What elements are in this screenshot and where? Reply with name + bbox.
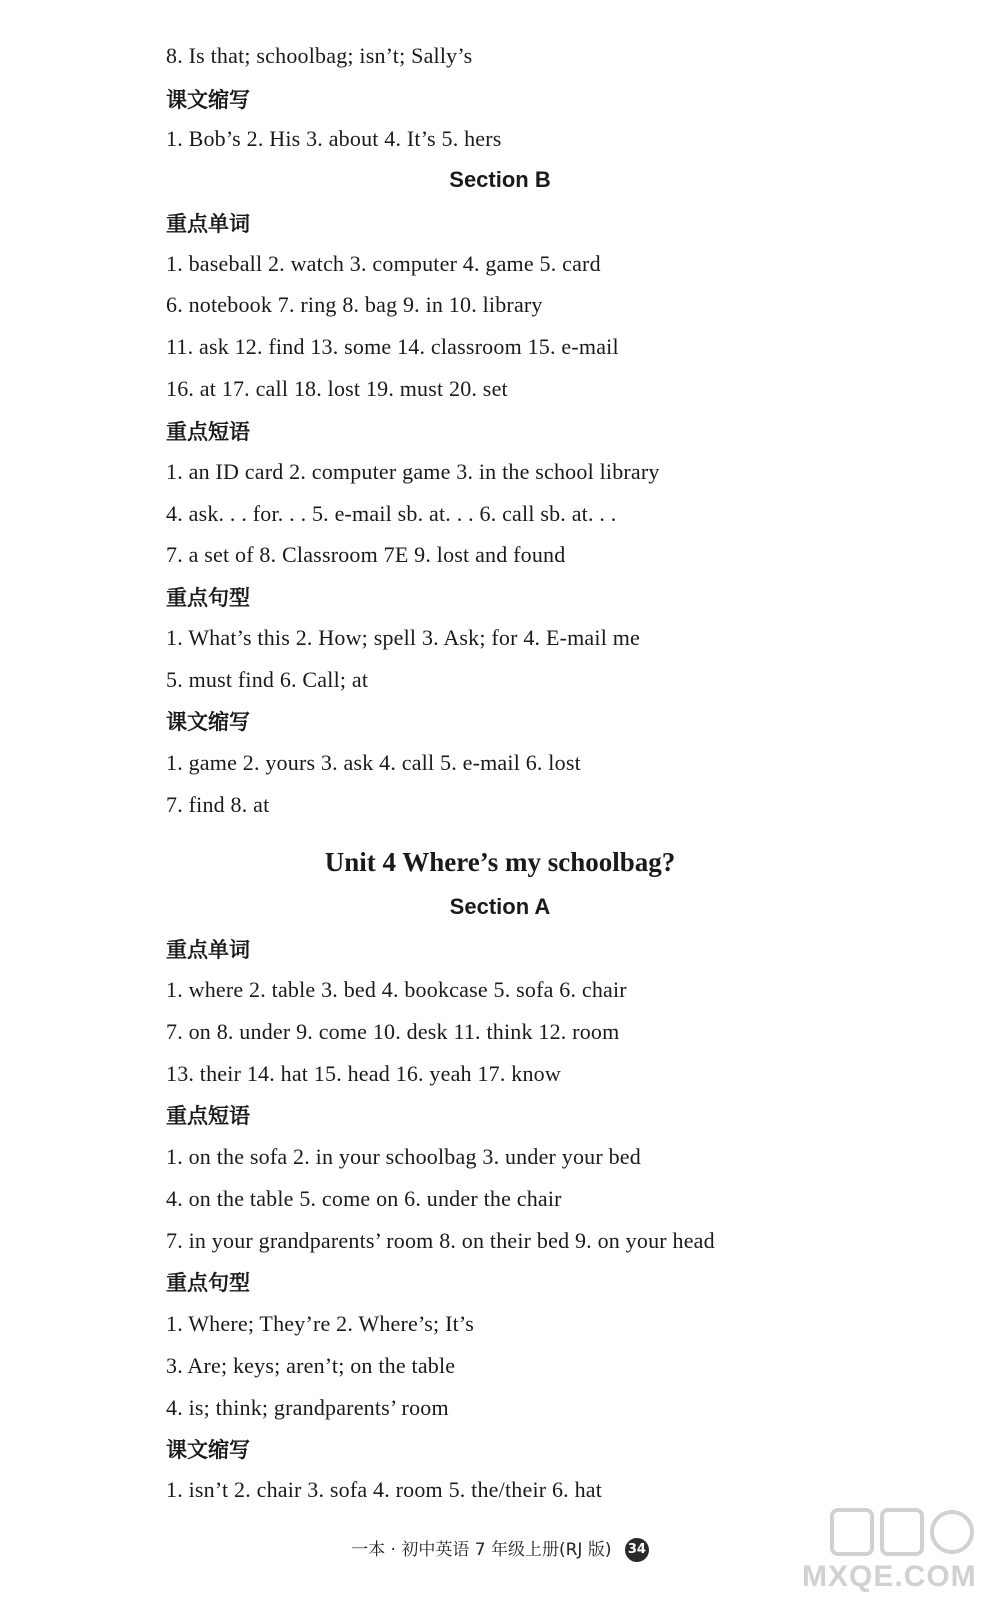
- answer-line: 7. in your grandparents’ room 8. on their bed 9. on your head: [166, 1228, 715, 1253]
- watermark-logo: [802, 1504, 982, 1594]
- answer-line: 16. at 17. call 18. lost 19. must 20. set: [166, 376, 508, 401]
- answer-line: 1. on the sofa 2. in your schoolbag 3. under your bed: [166, 1144, 641, 1169]
- answer-line: 4. is; think; grandparents’ room: [166, 1395, 449, 1420]
- answer-line: 3. Are; keys; aren’t; on the table: [166, 1353, 456, 1378]
- answer-line: 13. their 14. hat 15. head 16. yeah 17. know: [166, 1061, 561, 1086]
- subsection-heading: 课文缩写: [166, 1438, 250, 1462]
- answer-line: 4. ask. . . for. . . 5. e-mail sb. at. . . 6. call sb. at. . .: [166, 501, 617, 526]
- section-title: Section B: [449, 167, 551, 192]
- subsection-heading: 重点单词: [166, 938, 250, 962]
- answer-line: 1. where 2. table 3. bed 4. bookcase 5. sofa 6. chair: [166, 977, 627, 1002]
- subsection-heading: 课文缩写: [166, 710, 250, 734]
- subsection-heading: 课文缩写: [166, 88, 250, 112]
- subsection-heading: 重点句型: [166, 586, 250, 610]
- answer-line: 1. Bob’s 2. His 3. about 4. It’s 5. hers: [166, 126, 502, 151]
- answer-line: 8. Is that; schoolbag; isn’t; Sally’s: [166, 43, 473, 68]
- answer-line: 1. game 2. yours 3. ask 4. call 5. e-mail 6. lost: [166, 750, 581, 775]
- answer-line: 1. Where; They’re 2. Where’s; It’s: [166, 1311, 474, 1336]
- answer-line: 6. notebook 7. ring 8. bag 9. in 10. library: [166, 292, 543, 317]
- answer-line: 1. isn’t 2. chair 3. sofa 4. room 5. the/their 6. hat: [166, 1477, 603, 1502]
- watermark-text: MXQE.COM: [802, 1560, 977, 1593]
- subsection-heading: 重点短语: [166, 1104, 250, 1128]
- watermark-emblem-icon: [802, 1504, 982, 1564]
- answer-line: 4. on the table 5. come on 6. under the chair: [166, 1186, 562, 1211]
- subsection-heading: 重点句型: [166, 1271, 250, 1295]
- answer-line: 1. an ID card 2. computer game 3. in the school library: [166, 459, 660, 484]
- footer-book-title: 一本 · 初中英语 7 年级上册(RJ 版): [351, 1540, 612, 1560]
- answer-line: 1. What’s this 2. How; spell 3. Ask; for 4. E-mail me: [166, 625, 640, 650]
- answer-line: 7. on 8. under 9. come 10. desk 11. think 12. room: [166, 1019, 620, 1044]
- answer-line: 1. baseball 2. watch 3. computer 4. game 5. card: [166, 251, 601, 276]
- answer-line: 7. find 8. at: [166, 792, 270, 817]
- unit-title: Unit 4 Where’s my schoolbag?: [324, 847, 676, 877]
- subsection-heading: 重点单词: [166, 212, 250, 236]
- answer-line: 5. must find 6. Call; at: [166, 667, 369, 692]
- answer-line: 7. a set of 8. Classroom 7E 9. lost and found: [166, 542, 566, 567]
- section-title: Section A: [449, 894, 551, 919]
- answer-line: 11. ask 12. find 13. some 14. classroom 15. e-mail: [166, 334, 619, 359]
- subsection-heading: 重点短语: [166, 420, 250, 444]
- page-number-badge: 34: [625, 1538, 649, 1562]
